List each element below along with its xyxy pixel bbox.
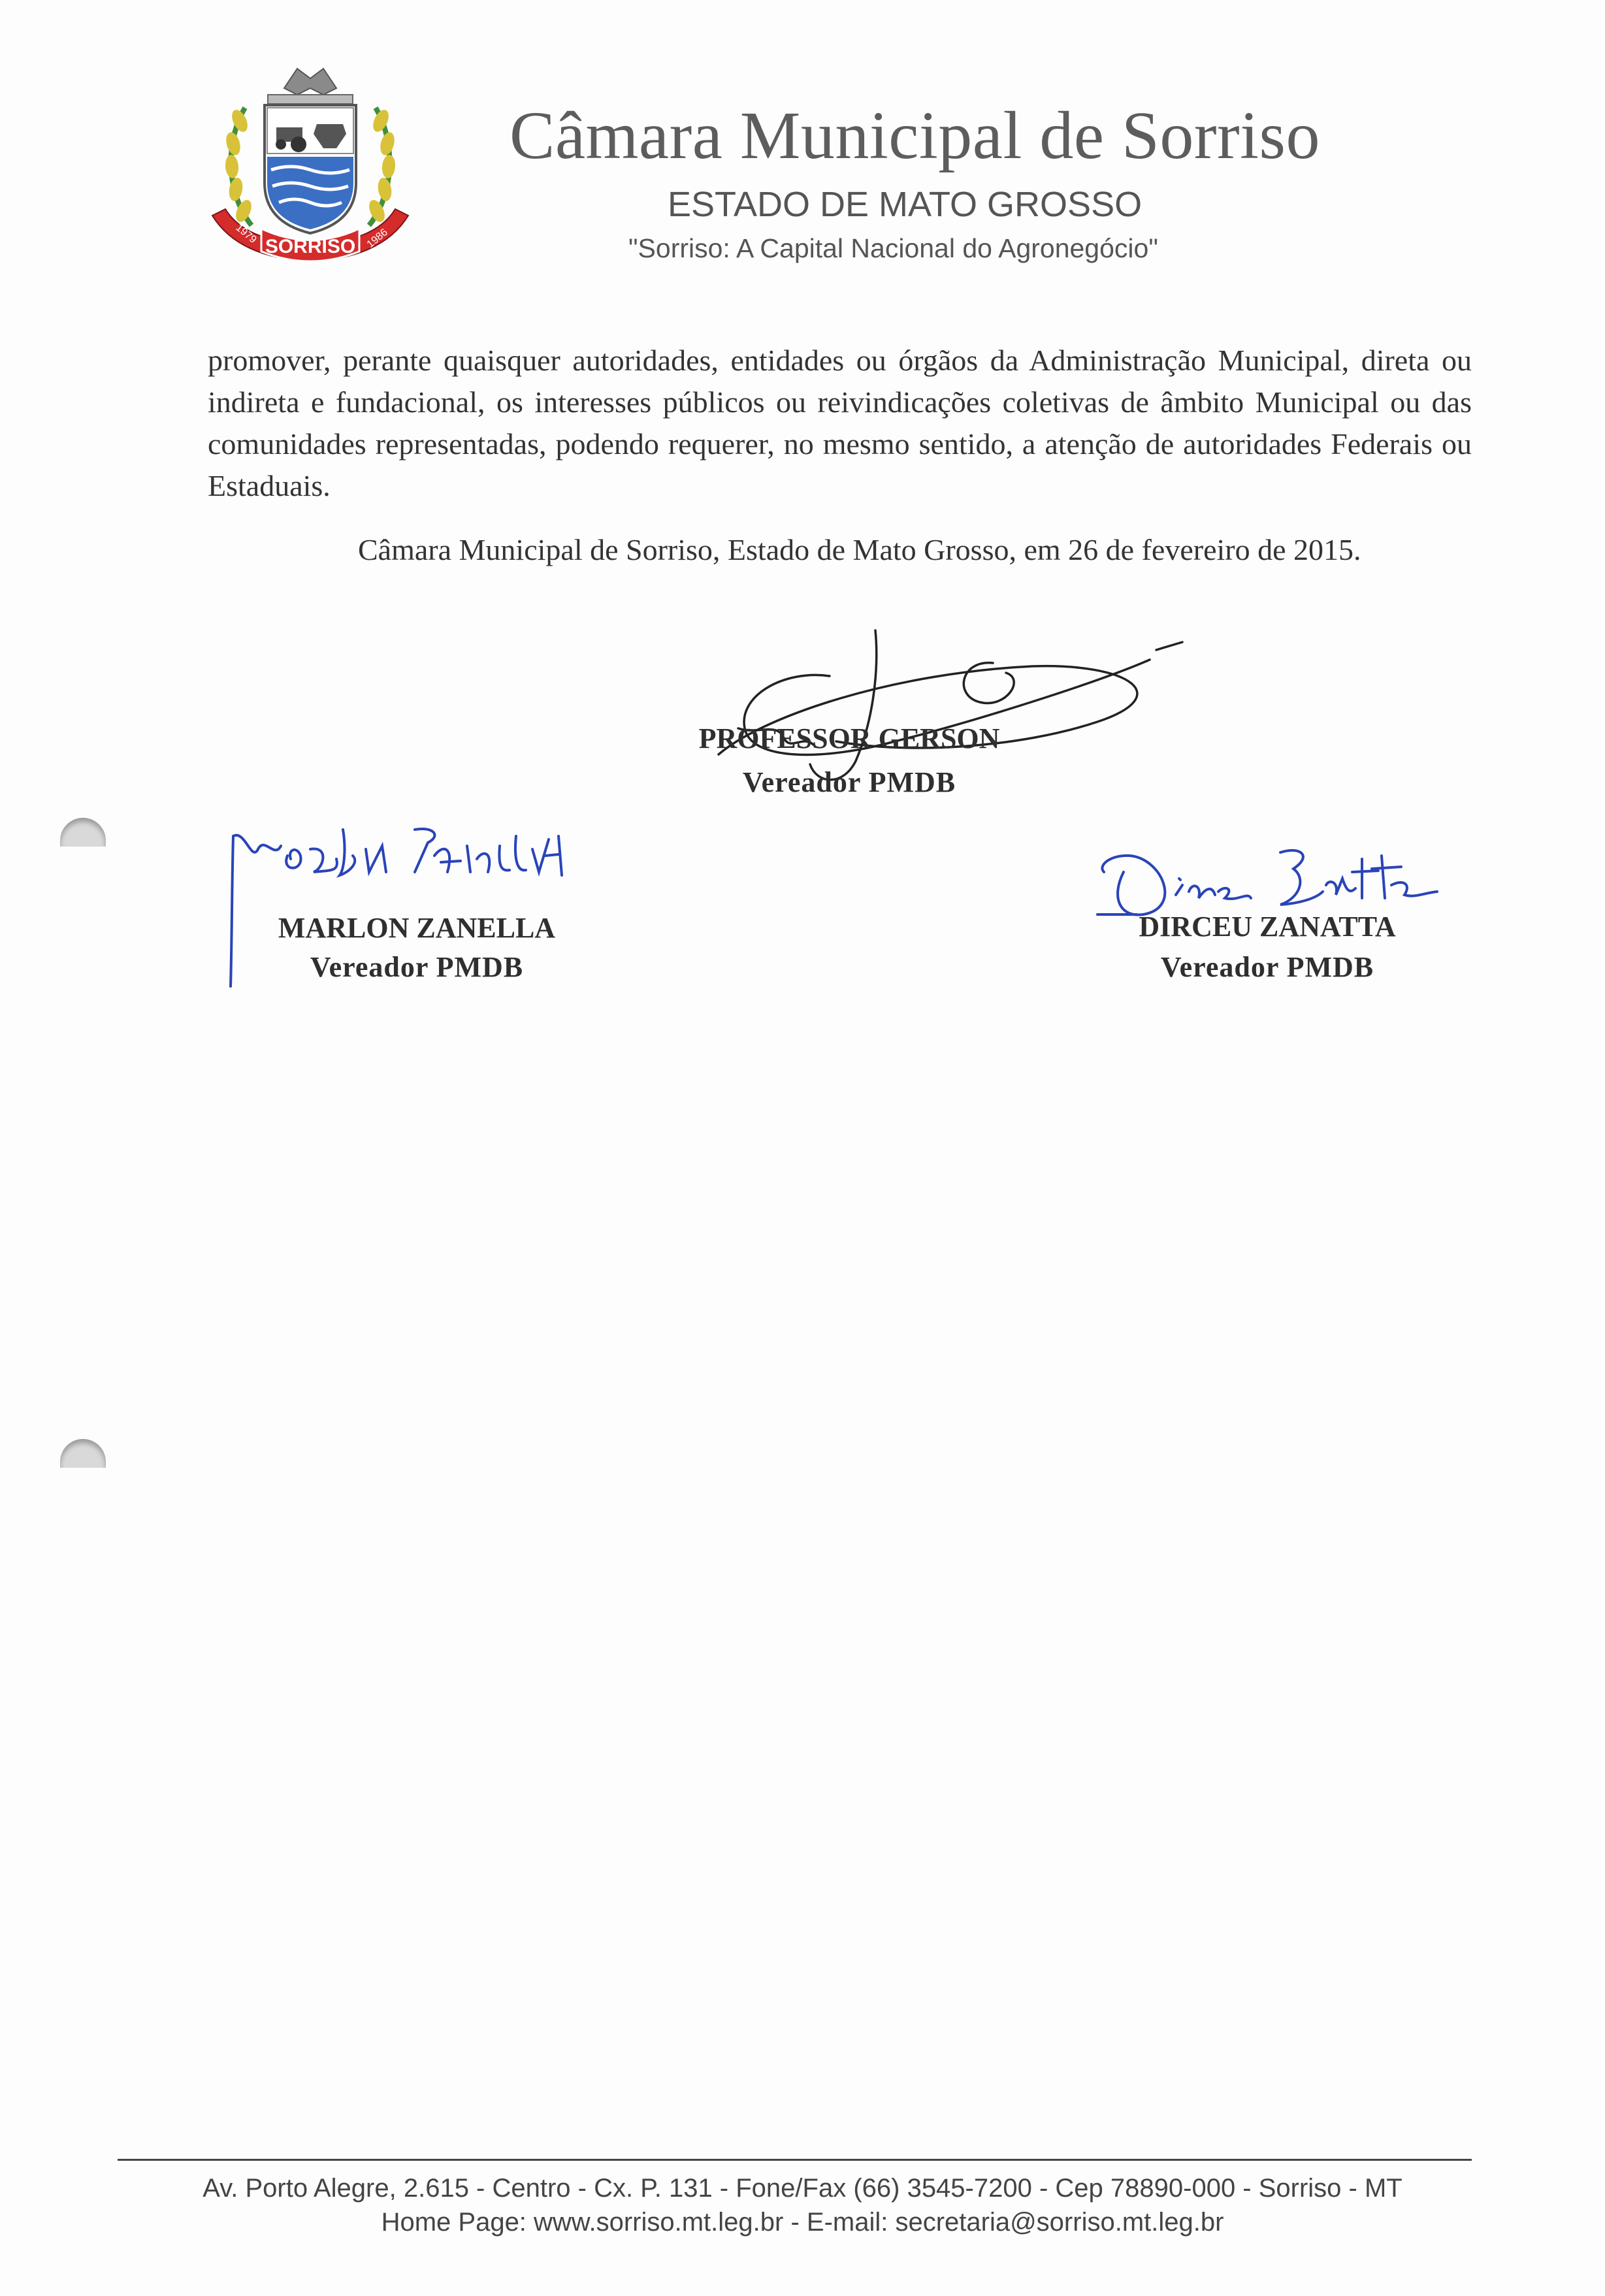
crest-banner-label: SORRISO xyxy=(265,236,356,257)
punch-hole xyxy=(60,1439,106,1468)
page-title: Câmara Municipal de Sorriso xyxy=(510,98,1320,173)
signatory-role: Vereador PMDB xyxy=(742,766,956,798)
signatory-name: MARLON ZANELLA xyxy=(278,912,556,944)
footer-address: Av. Porto Alegre, 2.615 - Centro - Cx. P. 131 - Fone/Fax (66) 3545-7200 - Cep 78890-000 - Sorriso - MT xyxy=(203,2174,1402,2203)
header-state: ESTADO DE MATO GROSSO xyxy=(668,185,1143,224)
signatory-name: DIRCEU ZANATTA xyxy=(1139,911,1396,943)
date-line: Câmara Municipal de Sorriso, Estado de Mato Grosso, em 26 de fevereiro de 2015. xyxy=(358,533,1361,566)
footer-divider xyxy=(118,2159,1472,2161)
header-motto: "Sorriso: A Capital Nacional do Agronegócio" xyxy=(628,233,1158,263)
punch-hole xyxy=(60,818,106,847)
body-paragraph: promover, perante quaisquer autoridades, entidades ou órgãos da Administração Municipal, direta ou indireta e fundacional, os interesses públicos ou reivindicações coletivas de âmbito Municipal ou das comunidades representadas, podendo requerer, no mesmo sentido, a atenção de autoridades Federais ou Estaduais. xyxy=(208,344,1472,502)
signatory-role: Vereador PMDB xyxy=(310,951,524,983)
crest-year-left: 1979 xyxy=(233,222,259,246)
signatory-role: Vereador PMDB xyxy=(1160,951,1374,983)
municipal-coat-of-arms-icon xyxy=(199,62,421,278)
signatory-name: PROFESSOR GERSON xyxy=(698,722,1000,754)
footer-contact: Home Page: www.sorriso.mt.leg.br - E-mail: secretaria@sorriso.mt.leg.br xyxy=(381,2208,1224,2237)
crest-year-right: 1986 xyxy=(365,227,390,251)
